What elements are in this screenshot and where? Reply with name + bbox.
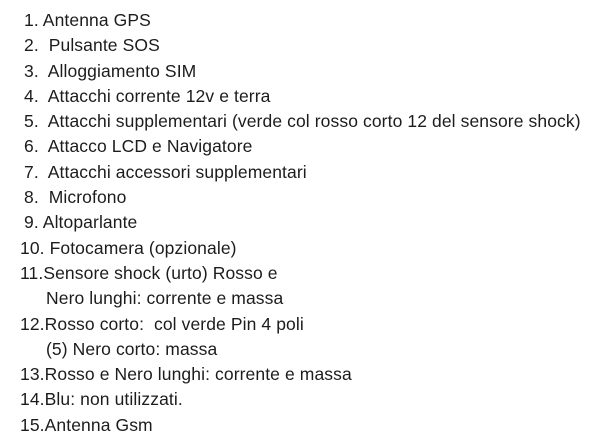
list-item-11-continuation: Nero lunghi: corrente e massa: [46, 288, 284, 309]
list-item-4: 4. Attacchi corrente 12v e terra: [24, 85, 271, 106]
list-item-9: 9. Altoparlante: [24, 212, 138, 233]
list-item-8: 8. Microfono: [24, 187, 127, 208]
list-item-6: 6. Attacco LCD e Navigatore: [24, 136, 253, 157]
list-item-14: 14.Blu: non utilizzati.: [20, 389, 183, 410]
list-item-11: 11.Sensore shock (urto) Rosso e: [20, 262, 278, 283]
list-item-3: 3. Alloggiamento SIM: [24, 60, 197, 81]
list-item-10: 10. Fotocamera (opzionale): [20, 237, 237, 258]
list-item-1: 1. Antenna GPS: [24, 10, 151, 30]
list-item-7: 7. Attacchi accessori supplementari: [24, 161, 307, 182]
list-item-13: 13.Rosso e Nero lunghi: corrente e massa: [20, 364, 352, 385]
list-item-2: 2. Pulsante SOS: [24, 35, 160, 56]
list-item-5: 5. Attacchi supplementari (verde col rosso corto 12 del sensore shock): [24, 111, 581, 132]
list-item-15: 15.Antenna Gsm: [20, 414, 153, 435]
list-item-12: 12.Rosso corto: col verde Pin 4 poli: [20, 313, 304, 334]
list-item-12-continuation: (5) Nero corto: massa: [46, 338, 218, 359]
